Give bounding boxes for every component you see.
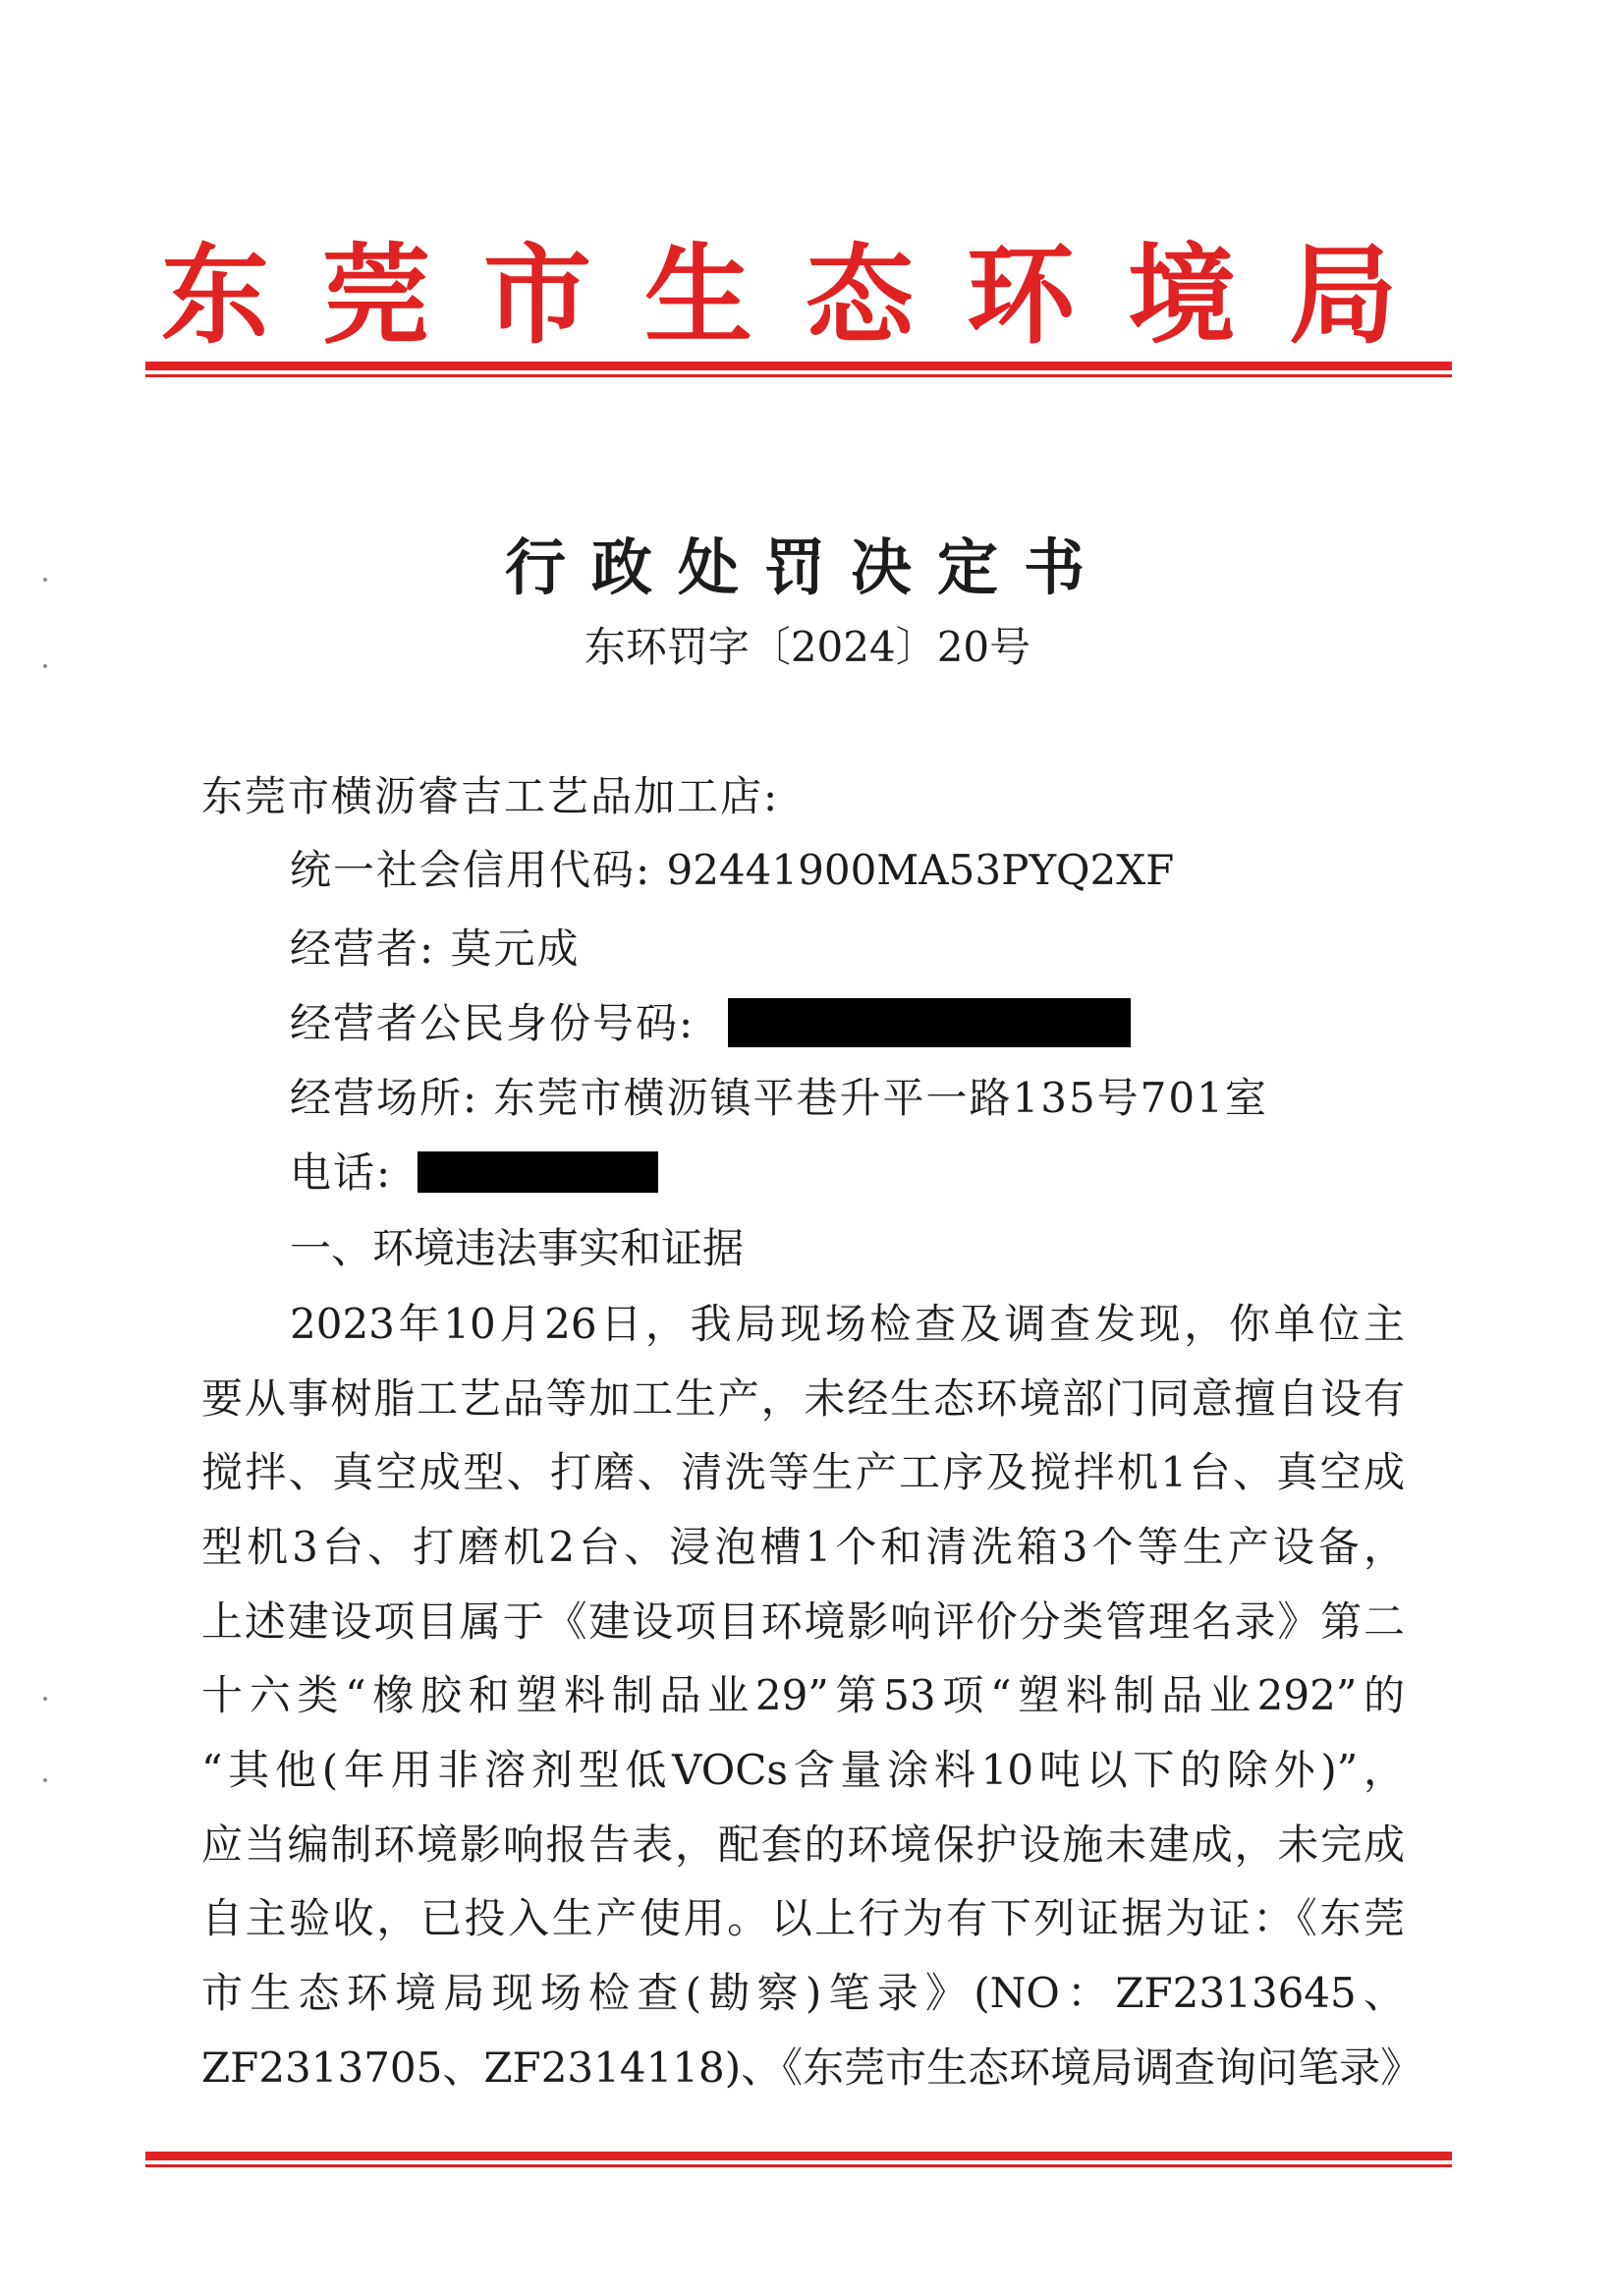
paragraph-line: 2023年10月26日，我局现场检查及调查发现，你单位主	[290, 1300, 1405, 1348]
operator-line	[290, 922, 581, 977]
paragraph-line: 十六类“橡胶和塑料制品业29”第53项“塑料制品业292”的	[201, 1671, 1405, 1719]
footer-rule	[145, 2152, 1452, 2167]
id-number-redaction	[728, 998, 1131, 1047]
id-number-label: 经营者公民身份号码:	[290, 999, 696, 1047]
address-value: 东莞市横沥镇平巷升平一路135号701室	[493, 1074, 1268, 1122]
section-heading: 一、环境违法事实和证据	[290, 1224, 745, 1272]
paragraph-line: ZF2313705、ZF2314118)、《东莞市生态环境局调查询问笔录》	[201, 2044, 1422, 2092]
phone-line	[290, 1146, 658, 1201]
operator-value: 莫元成	[450, 924, 581, 973]
credit-code-label: 统一社会信用代码:	[290, 846, 652, 894]
credit-code-value: 92441900MA53PYQ2XF	[666, 846, 1175, 894]
operator-label: 经营者:	[290, 924, 436, 973]
phone-label: 电话:	[290, 1148, 393, 1197]
paragraph-line: 应当编制环境影响报告表，配套的环境保护设施未建成，未完成	[201, 1820, 1405, 1869]
letterhead-rule-top	[145, 362, 1452, 377]
address-line	[290, 1071, 1268, 1126]
scan-mark	[43, 1697, 47, 1701]
recipient-name: 东莞市横沥睿吉工艺品加工店:	[201, 772, 780, 820]
document-title: 行政处罚决定书	[504, 532, 1110, 603]
paragraph-line: “其他(年用非溶剂型低VOCs含量涂料10吨以下的除外)”，	[201, 1746, 1405, 1794]
credit-code-line	[290, 843, 1174, 898]
address-label: 经营场所:	[290, 1074, 479, 1122]
agency-letterhead: 东莞市生态环境局	[161, 232, 1450, 359]
phone-redaction	[418, 1151, 658, 1193]
paragraph-line: 上述建设项目属于《建设项目环境影响评价分类管理名录》第二	[201, 1597, 1405, 1646]
paragraph-line: 搅拌、真空成型、打磨、清洗等生产工序及搅拌机1台、真空成	[201, 1448, 1405, 1496]
paragraph-line: 市生态环境局现场检查(勘察)笔录》(NO：ZF2313645、	[201, 1969, 1405, 2017]
paragraph-line: 型机3台、打磨机2台、浸泡槽1个和清洗箱3个等生产设备，	[201, 1523, 1405, 1571]
scan-mark	[43, 1778, 47, 1782]
paragraph-line: 要从事树脂工艺品等加工生产，未经生态环境部门同意擅自设有	[201, 1374, 1405, 1423]
paragraph-line: 自主验收，已投入生产使用。以上行为有下列证据为证：《东莞	[201, 1894, 1405, 1942]
id-number-line	[290, 996, 1131, 1051]
document-number: 东环罚字〔2024〕20号	[584, 623, 1031, 671]
